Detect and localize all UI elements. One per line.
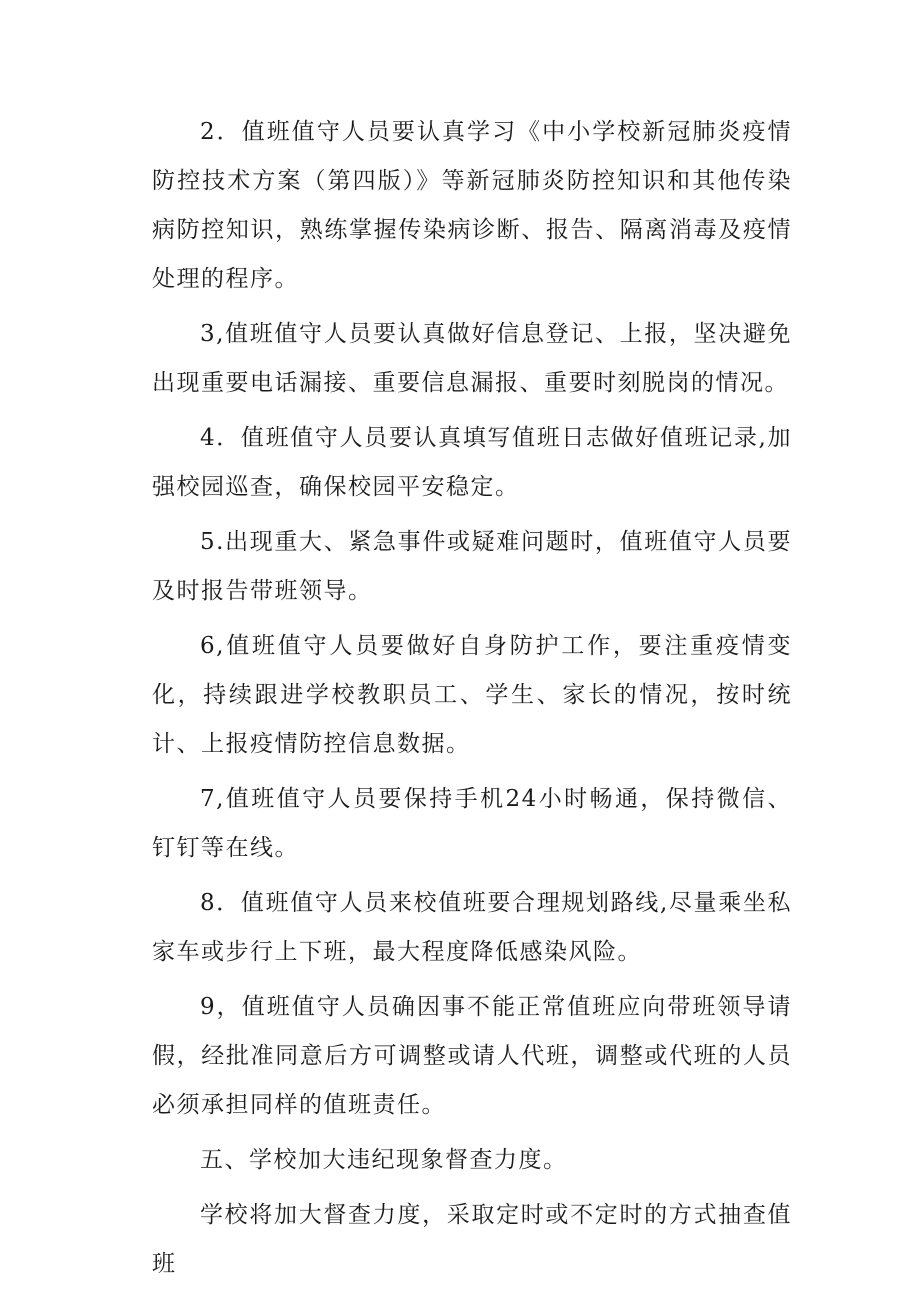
paragraph-item-7: 7,值班值守人员要保持手机24小时畅通，保持微信、钉钉等在线。 — [152, 786, 792, 861]
paragraph-item-5: 5.出现重大、紧急事件或疑难问题时，值班值守人员要及时报告带班领导。 — [152, 529, 792, 604]
section-heading-five: 五、学校加大违纪现象督查力度。 — [200, 1147, 568, 1173]
paragraph-item-6: 6,值班值守人员要做好自身防护工作，要注重疫情变化，持续跟进学校教职员工、学生、家长的情况，按时统计、上报疫情防控信息数据。 — [152, 633, 792, 757]
paragraph-item-8: 8．值班值守人员来校值班要合理规划路线,尽量乘坐私家车或步行上下班，最大程度降低感染风险。 — [152, 890, 792, 965]
document-body — [152, 108, 792, 1295]
paragraph-supervision: 学校将加大督查力度，采取定时或不定时的方式抽查值班 — [152, 1202, 792, 1277]
paragraph-item-4: 4．值班值守人员要认真填写值班日志做好值班记录,加强校园巡查，确保校园平安稳定。 — [152, 425, 792, 500]
paragraph-item-2: 2．值班值守人员要认真学习《中小学校新冠肺炎疫情防控技术方案（第四版）》等新冠肺炎防控知识和其他传染病防控知识，熟练掌握传染病诊断、报告、隔离消毒及疫情处理的程序。 — [152, 119, 792, 292]
paragraph-item-3: 3,值班值守人员要认真做好信息登记、上报，坚决避免出现重要电话漏接、重要信息漏报、重要时刻脱岗的情况。 — [152, 321, 792, 396]
paragraph-item-9: 9，值班值守人员确因事不能正常值班应向带班领导请假，经批准同意后方可调整或请人代班，调整或代班的人员必须承担同样的值班责任。 — [152, 994, 792, 1118]
